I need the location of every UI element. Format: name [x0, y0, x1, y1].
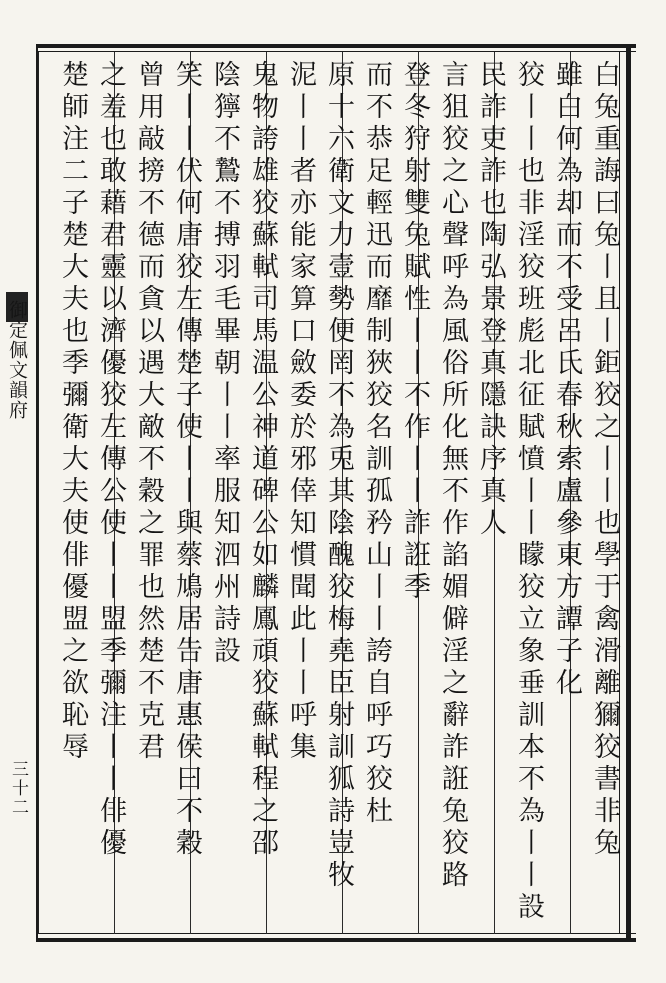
text-column: 言狙狡之心聲呼為風俗所化無不作諂媚僻淫之辭詐誑兔狡路: [437, 60, 468, 892]
text-column: 雖白何為却而不受呂氏春秋索盧參東方譚子化: [551, 60, 582, 700]
gutter-title: 御定佩文韻府: [6, 300, 28, 420]
text-column: 狡丨丨也非淫狡班彪北征賦憤丨丨矇狡立象垂訓本不為丨丨設: [513, 60, 544, 924]
text-column: 陰獰不鷙不搏羽毛畢朝丨丨率服知泗州詩設: [209, 60, 240, 668]
text-column: 楚師注二子楚大夫也季彌衛大夫使俳優盟之欲恥辱: [57, 60, 88, 764]
gutter-divider: [38, 52, 39, 934]
text-column: 笑丨丨伏何唐狡左傳楚子使丨丨與蔡鳩居告唐惠侯曰不穀: [171, 60, 202, 860]
text-column: 登冬狩射雙兔賦性丨丨不作丨丨詐誑季: [399, 60, 430, 604]
text-column: 白兔重誨曰兔丨且丨鉅狡之丨丨也學于禽滑離獮狡書非兔: [589, 60, 620, 860]
frame-bottom-inner-line: [36, 933, 636, 934]
text-column: 之羞也敢藉君靈以濟優狡左傳公使丨丨盟季彌注丨丨俳優: [95, 60, 126, 860]
text-column: 鬼物誇雄狡蘇軾司馬温公神道碑公如麟鳳頑狡蘇軾程之邵: [247, 60, 278, 860]
text-column: 民詐吏詐也陶弘景登真隱訣序真人: [475, 60, 506, 540]
frame-bottom-line: [36, 938, 636, 942]
text-column: 而不恭足輕迅而靡制狹狡名訓孤矜山丨丨誇自呼巧狡杜: [361, 60, 392, 828]
frame-top-line: [36, 44, 636, 48]
text-column: 原十六衛文力壹勢便罔不為兎其陰醜狡梅堯臣射訓狐詩豈牧: [323, 60, 354, 892]
page-number: 三十二: [8, 760, 28, 817]
text-column: 曾用敲搒不德而貪以遇大敵不穀之罪也然楚不克君: [133, 60, 164, 764]
text-column: 泥丨丨者亦能家算口斂委於邪倖知慣聞此丨丨呼集: [285, 60, 316, 764]
frame-top-inner-line: [36, 51, 636, 52]
